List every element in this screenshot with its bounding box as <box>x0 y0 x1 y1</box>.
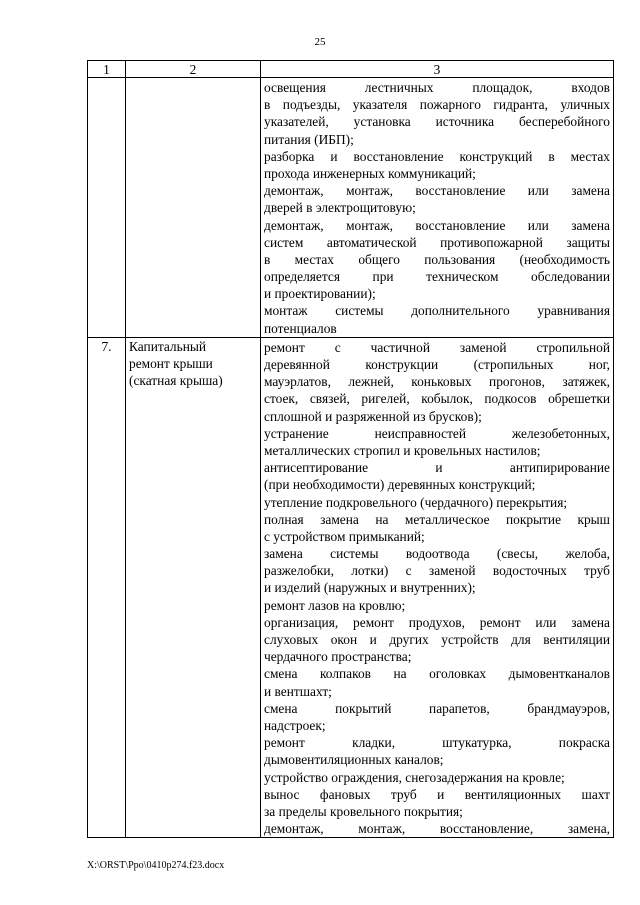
file-path-footer: X:\ORST\Ppo\0410p274.f23.docx <box>87 860 225 871</box>
description-line: указателей, установка источника бесперебойного <box>264 114 610 130</box>
description-line: деревянной конструкции (стропильных ног, <box>264 357 610 372</box>
description-line: мауэрлатов, лежней, коньковых прогонов, затяжек, <box>264 374 610 390</box>
work-name-cell <box>126 337 261 837</box>
work-name-line: ремонт крыши <box>129 356 213 371</box>
works-table <box>87 60 614 838</box>
work-name-line: (скатная крыша) <box>129 373 223 389</box>
column-header-1: 1 <box>88 61 126 78</box>
row-number-cell <box>88 78 126 338</box>
description-line: металлических стропил и кровельных настилов; <box>264 442 541 458</box>
work-description-cell <box>261 78 614 338</box>
description-line: организация, ремонт продухов, ремонт или замена <box>264 614 610 630</box>
description-line: прохода инженерных коммуникаций; <box>264 165 476 181</box>
description-line: антисептирование и антипирирование <box>264 460 610 476</box>
description-line: за пределы кровельного покрытия; <box>264 803 463 819</box>
description-line: питания (ИБП); <box>264 131 354 147</box>
description-line: полная замена на металлическое покрытие крыш <box>264 511 610 527</box>
work-description-cell <box>261 337 614 837</box>
description-line: устройство ограждения, снегозадержания на кровле; <box>264 769 565 785</box>
description-line: и проектировании); <box>264 286 376 302</box>
description-line: (при необходимости) деревянных конструкций; <box>264 477 536 493</box>
table-header-row <box>88 61 614 78</box>
description-line: устранение неисправностей железобетонных, <box>264 425 610 441</box>
description-line: потенциалов <box>264 320 337 336</box>
work-name-cell <box>126 78 261 338</box>
column-header-3: 3 <box>261 61 614 78</box>
description-line: определяется при техническом обследовании <box>264 269 610 285</box>
description-line: замена системы водоотвода (свесы, желоба, <box>264 546 610 562</box>
description-line: смена покрытий парапетов, брандмауэров, <box>264 700 610 716</box>
description-line: смена колпаков на оголовках дымовентканалов <box>264 666 610 682</box>
description-line: демонтаж, монтаж, восстановление или замена <box>264 183 610 199</box>
description-line: вынос фановых труб и вентиляционных шахт <box>264 786 610 802</box>
description-line: демонтаж, монтаж, восстановление или замена <box>264 217 610 233</box>
description-line: чердачного пространства; <box>264 649 412 665</box>
description-line: систем автоматической противопожарной защиты <box>264 234 610 250</box>
description-line: и вентшахт; <box>264 683 332 699</box>
work-name-line: Капитальный <box>129 338 207 354</box>
description-line: разжелобки, лотки) с заменой водосточных труб <box>264 563 610 579</box>
description-line: слуховых окон и других устройств для вентиляции <box>264 632 610 647</box>
description-line: дымовентиляционных каналов; <box>264 752 444 768</box>
description-line: ремонт лазов на кровлю; <box>264 597 406 613</box>
description-line: разборка и восстановление конструкций в местах <box>264 148 610 164</box>
description-line: демонтаж, монтаж, восстановление, замена, <box>264 821 610 837</box>
description-line: в местах общего пользования (необходимость <box>264 251 610 267</box>
description-line: сплошной и разряженной из брусков); <box>264 408 482 424</box>
row-number-cell: 7. <box>88 337 126 837</box>
table-row <box>88 337 614 837</box>
page-number: 25 <box>314 36 326 48</box>
description-line: с устройством примыканий; <box>264 528 425 544</box>
description-line: в подъезды, указателя пожарного гидранта, уличных <box>264 97 610 113</box>
description-line: дверей в электрощитовую; <box>264 200 416 216</box>
description-line: ремонт кладки, штукатурка, покраска <box>264 735 610 751</box>
table-row <box>88 78 614 338</box>
description-line: надстроек; <box>264 717 326 733</box>
description-line: монтаж системы дополнительного уравнивания <box>264 303 610 319</box>
description-line: утепление подкровельного (чердачного) перекрытия; <box>264 494 568 510</box>
column-header-2: 2 <box>126 61 261 78</box>
description-line: ремонт с частичной заменой стропильной <box>264 339 610 355</box>
description-line: освещения лестничных площадок, входов <box>264 80 610 95</box>
description-line: и изделий (наружных и внутренних); <box>264 580 476 596</box>
description-line: стоек, связей, ригелей, кобылок, подкосов обрешетки <box>264 391 610 407</box>
